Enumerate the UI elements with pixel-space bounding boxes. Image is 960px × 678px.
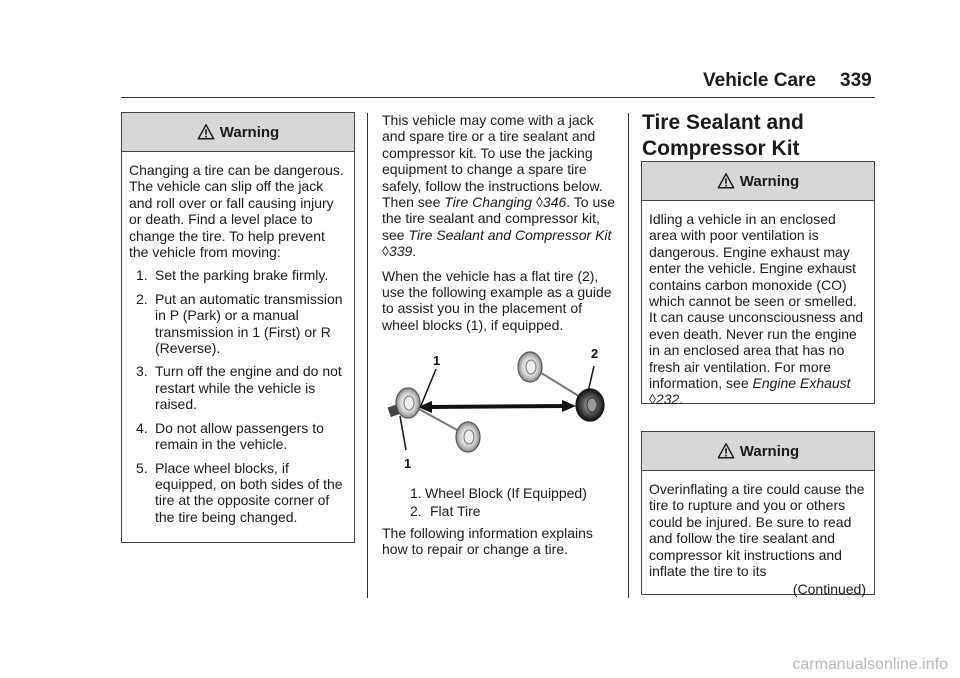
- warning-triangle-icon: [717, 172, 735, 190]
- warning-triangle-icon: [717, 442, 735, 460]
- figure-legend: [410, 485, 620, 520]
- wheelbase-arrow: [428, 406, 566, 407]
- list-number: 2.: [136, 290, 148, 307]
- page-reference[interactable]: 232: [655, 391, 680, 408]
- warning-box-exhaust: [641, 161, 875, 408]
- tire-front-left: [396, 388, 420, 418]
- column-divider-2: [628, 113, 629, 598]
- callout-leader: [420, 369, 436, 408]
- list-text: Set the parking brake firmly.: [155, 267, 329, 284]
- tire-rear-right: [518, 352, 542, 382]
- page-reference[interactable]: 346: [542, 194, 567, 211]
- warning-intro: Changing a tire can be dangerous. The vehicle can slip off the jack and roll over or fall causing injury or death. Find a level place to change the tire. To help prevent the vehicle from moving:: [129, 162, 344, 261]
- list-item: [136, 460, 346, 526]
- arrow-head-right: [562, 400, 576, 412]
- callout-label: 1: [404, 456, 412, 471]
- text-run: This vehicle may come with a jack and spare tire or a tire sealant and compressor kit. To use the jacking equipment to change a spare tire safely, follow the instructions below. Then see: [382, 112, 603, 211]
- section-title-line: Compressor Kit: [642, 137, 800, 160]
- tire-rear-left: [456, 422, 480, 452]
- warning-body: [642, 201, 874, 408]
- list-text: Do not allow passengers to remain in the vehicle.: [155, 419, 324, 453]
- list-item: [136, 291, 346, 357]
- list-item: [136, 420, 346, 453]
- callout-label: 1: [433, 353, 441, 368]
- text-run: .: [412, 243, 417, 260]
- legend-text: Wheel Block (If Equipped): [425, 485, 587, 501]
- warning-body: [122, 152, 354, 525]
- list-number: 5.: [136, 459, 148, 476]
- section-title: [642, 111, 882, 161]
- continued-label: (Continued): [792, 581, 866, 598]
- callout-label: 2: [591, 346, 599, 361]
- closing-paragraph: The following information explains how to repair or change a tire.: [382, 525, 593, 558]
- warning-box-overinflation: [641, 431, 875, 598]
- warning-triangle-icon: [197, 123, 215, 141]
- watermark: carmanualsonline.info: [792, 656, 948, 673]
- warning-box-tire-changing: [121, 112, 355, 543]
- list-text: Put an automatic transmission in P (Park) or a manual transmission in 1 (First) or R (Reverse).: [155, 290, 343, 357]
- list-text: Turn off the engine and do not restart while the vehicle is raised.: [155, 363, 342, 413]
- flat-tire: [576, 389, 604, 421]
- warning-body: [642, 471, 874, 598]
- cross-reference-link[interactable]: Engine Exhaust: [752, 375, 851, 392]
- text-run: . To use the tire sealant and compressor kit, see: [382, 194, 616, 243]
- legend-item: [410, 503, 620, 519]
- list-number: 1.: [136, 267, 148, 284]
- list-number: 3.: [136, 363, 148, 380]
- legend-number: 1.: [410, 485, 422, 501]
- list-text: Place wheel blocks, if equipped, on both sides of the tire at the opposite corner of the tire being changed.: [155, 459, 343, 525]
- intro-paragraph: [382, 112, 618, 260]
- section-title-line: Tire Sealant and: [642, 111, 804, 134]
- warning-text: Overinflating a tire could cause the tire to rupture and you or others could be injured. Be sure to read and follow the tire sealant and compressor kit instructions and inflate the tire to its: [649, 481, 865, 580]
- list-item: [136, 363, 346, 412]
- warning-header: [642, 162, 874, 201]
- page-number: 339: [840, 70, 872, 91]
- page-ref-icon: ◊: [535, 194, 543, 211]
- column-2-text: [382, 112, 618, 333]
- text-run: .: [679, 391, 684, 408]
- warning-title: Warning: [739, 172, 800, 190]
- text-run: Idling a vehicle in an enclosed area with poor ventilation is dangerous. Engine exhaust may enter the vehicle. Engine exhaust contains carbon monoxide (CO) which cannot be seen or smelled. It can cause unconsciousness and even death. Never run the engine in an enclosed area that has no fresh air ventilation. For more information, see: [649, 211, 864, 392]
- legend-number: 2.: [410, 503, 422, 520]
- list-item: [136, 267, 346, 283]
- warning-header: [642, 432, 874, 471]
- wheel-block-paragraph: When the vehicle has a flat tire (2), use the following example as a guide to assist you in the placement of wheel blocks (1), if equipped.: [382, 267, 612, 333]
- cross-reference-link[interactable]: Tire Changing: [444, 194, 533, 211]
- list-number: 4.: [136, 419, 148, 436]
- page-ref-icon: ◊: [649, 391, 656, 408]
- warning-header: [122, 113, 354, 152]
- header-rule: [121, 97, 875, 98]
- column-divider-1: [367, 113, 368, 598]
- running-header-title: Vehicle Care: [703, 70, 817, 91]
- page-ref-icon: ◊: [382, 243, 389, 260]
- callout-leader: [588, 366, 594, 392]
- warning-title: Warning: [739, 442, 800, 460]
- cross-reference-link[interactable]: Tire Sealant and Compressor Kit: [408, 226, 612, 243]
- wheel-block-illustration: [378, 346, 618, 472]
- page-reference[interactable]: 339: [388, 243, 413, 260]
- legend-text: Flat Tire: [430, 503, 481, 520]
- callout-leader: [400, 416, 406, 450]
- warning-title: Warning: [219, 123, 280, 141]
- legend-item: [410, 485, 620, 501]
